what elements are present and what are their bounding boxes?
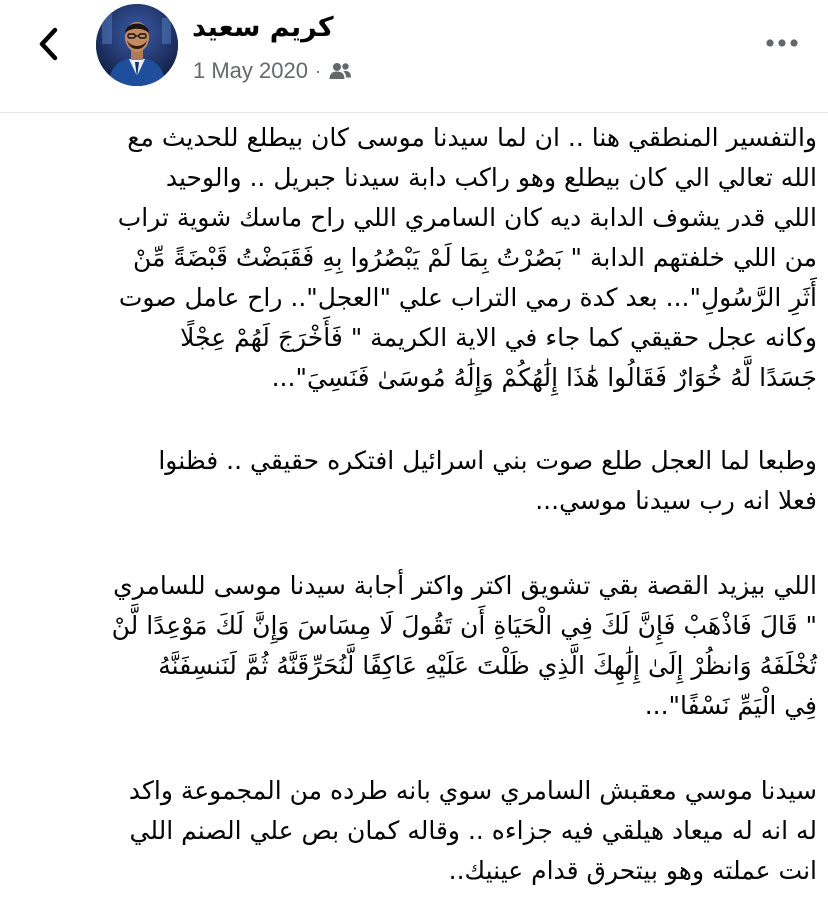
chevron-left-icon bbox=[37, 27, 59, 61]
text-line: تُخْلَفَهُ وَانظُرْ إِلَىٰ إِلَٰهِكَ الَّذِي ظَلْتَ عَلَيْهِ عَاكِفًا لَّنُحَرِّقَنَّهُ ثُمَّ لَنَنسِفَنَّهُ bbox=[158, 651, 817, 680]
author-name[interactable]: كريم سعيد bbox=[192, 12, 334, 43]
text-line: فعلا انه رب سيدنا موسي... bbox=[535, 486, 817, 515]
text-line: فِي الْيَمِّ نَسْفًا"... bbox=[644, 691, 817, 720]
meta-separator: · bbox=[314, 60, 321, 81]
more-horizontal-icon bbox=[764, 38, 800, 48]
post-text bbox=[20, 118, 817, 891]
more-options-button[interactable] bbox=[758, 28, 806, 58]
text-line: اللي قدر يشوف الدابة ديه كان السامري اللي راح ماسك شوية تراب bbox=[117, 203, 817, 232]
text-line: الله تعالي الي كان بيطلع وهو راكب دابة سيدنا جبريل .. والوحيد bbox=[165, 163, 817, 192]
text-line: اللي بيزيد القصة بقي تشويق اكتر واكتر أجابة سيدنا موسى للسامري bbox=[113, 571, 817, 600]
post-paragraph bbox=[20, 118, 817, 398]
post-date[interactable]: 1 May 2020 bbox=[193, 58, 308, 83]
text-line: وكانه عجل حقيقي كما جاء في الاية الكريمة " فَأَخْرَجَ لَهُمْ عِجْلًا bbox=[180, 323, 817, 352]
post-meta bbox=[193, 56, 352, 86]
post-paragraph bbox=[20, 566, 817, 726]
text-line: له انه له ميعاد هيلقي فيه جزاءه .. وقاله كمان بص علي الصنم اللي bbox=[129, 816, 817, 845]
author-photo bbox=[96, 4, 178, 86]
text-line: جَسَدًا لَّهُ خُوَارٌ فَقَالُوا هَٰذَا إِلَٰهُكُمْ وَإِلَٰهُ مُوسَىٰ فَنَسِيَ"... bbox=[271, 363, 817, 392]
text-line: وطبعا لما العجل طلع صوت بني اسرائيل افتكره حقيقي .. فظنوا bbox=[158, 446, 817, 475]
text-line: " قَالَ فَاذْهَبْ فَإِنَّ لَكَ فِي الْحَيَاةِ أَن تَقُولَ لَا مِسَاسَ وَإِنَّ لَكَ مَوْعِدًا لَّنْ bbox=[111, 611, 817, 640]
text-line: والتفسير المنطقي هنا .. ان لما سيدنا موسى كان بيطلع للحديث مع bbox=[127, 123, 817, 152]
post-paragraph bbox=[20, 441, 817, 521]
header-divider bbox=[0, 112, 828, 113]
back-button[interactable] bbox=[28, 22, 68, 66]
text-line: انت عملته وهو بيتحرق قدام عينيك.. bbox=[448, 856, 817, 885]
post-paragraph bbox=[20, 771, 817, 891]
post-header bbox=[0, 0, 828, 112]
friends-icon[interactable] bbox=[328, 61, 352, 81]
text-line: سيدنا موسي معقبش السامري سوي بانه طرده من المجموعة واكد bbox=[128, 776, 817, 805]
text-line: أَثَرِ الرَّسُولِ"... بعد كدة رمي التراب علي "العجل".. راح عامل صوت bbox=[118, 283, 817, 312]
text-line: من اللي خلفتهم الدابة " بَصُرْتُ بِمَا لَمْ يَبْصُرُوا بِهِ فَقَبَضْتُ قَبْضَةً مِّنْ bbox=[132, 243, 817, 272]
avatar[interactable] bbox=[96, 4, 178, 86]
